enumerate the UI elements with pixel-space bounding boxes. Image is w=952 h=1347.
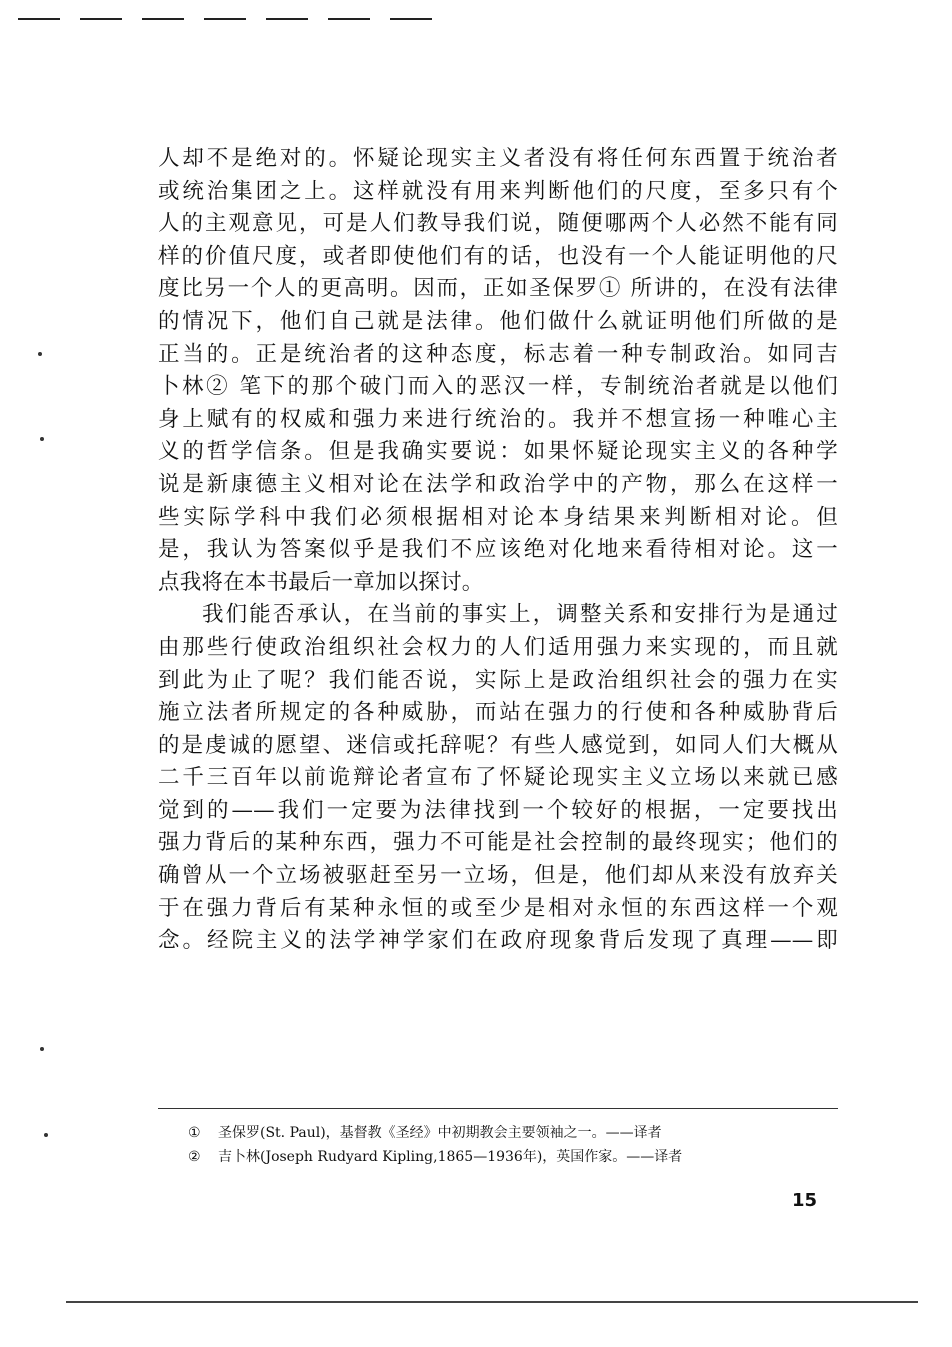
body-line: 确曾从一个立场被驱赶至另一立场，但是，他们却从来没有放弃关 [158, 863, 838, 889]
body-line: 或统治集团之上。这样就没有用来判断他们的尺度，至多只有个 [158, 178, 838, 204]
body-line: 度比另一个人的更高明。因而，正如圣保罗① 所讲的，在没有法律 [158, 276, 838, 302]
footnote-text: 圣保罗(St. Paul)，基督教《圣经》中初期教会主要领袖之一。——译者 [218, 1125, 662, 1141]
footnote [188, 1121, 828, 1145]
footnote-marker: ① [188, 1125, 201, 1141]
body-line: 身上赋有的权威和强力来进行统治的。我并不想宣扬一种唯心主 [158, 406, 838, 432]
body-line: 觉到的——我们一定要为法律找到一个较好的根据，一定要找出 [158, 797, 838, 823]
scan-speck [40, 437, 44, 441]
body-line: 是，我认为答案似乎是我们不应该绝对化地来看待相对论。这一 [158, 537, 838, 563]
header-dash-rule [18, 18, 448, 24]
body-line: 样的价值尺度，或者即使他们有的话，也没有一个人能证明他的尺 [158, 243, 838, 269]
footnote-divider [158, 1108, 838, 1109]
body-line: 义的哲学信条。但是我确实要说：如果怀疑论现实主义的各种学 [158, 439, 838, 465]
footnote-text: 吉卜林(Joseph Rudyard Kipling,1865—1936年)，英国作家。——译者 [218, 1149, 683, 1165]
body-line: 由那些行使政治组织社会权力的人们适用强力来实现的，而且就 [158, 634, 838, 660]
scan-speck [40, 1047, 44, 1051]
body-line: 念。经院主义的法学神学家们在政府现象背后发现了真理——即 [158, 928, 838, 954]
body-line: 卜林② 笔下的那个破门而入的恶汉一样，专制统治者就是以他们 [158, 374, 838, 400]
body-line: 人却不是绝对的。怀疑论现实主义者没有将任何东西置于统治者 [158, 146, 838, 171]
body-text [158, 143, 838, 958]
body-line: 说是新康德主义相对论在法学和政治学中的产物，那么在这样一 [158, 471, 838, 497]
body-line: 正当的。正是统治者的这种态度，标志着一种专制政治。如同吉 [158, 341, 838, 367]
scan-speck [38, 352, 42, 356]
body-line: 于在强力背后有某种永恒的或至少是相对永恒的东西这样一个观 [158, 895, 838, 921]
body-line: 强力背后的某种东西，强力不可能是社会控制的最终现实；他们的 [158, 830, 838, 856]
footnote-marker: ② [188, 1149, 201, 1165]
body-line: 的情况下，他们自己就是法律。他们做什么就证明他们所做的是 [158, 308, 838, 334]
body-line: 点我将在本书最后一章加以探讨。 [158, 569, 484, 595]
body-line: 二千三百年以前诡辩论者宣布了怀疑论现实主义立场以来就已感 [158, 765, 838, 791]
footnotes [188, 1121, 828, 1169]
footnote [188, 1145, 828, 1169]
body-line: 人的主观意见，可是人们教导我们说，随便哪两个人必然不能有同 [158, 211, 838, 237]
body-line: 些实际学科中我们必须根据相对论本身结果来判断相对论。但 [158, 504, 838, 530]
body-line: 到此为止了呢？我们能否说，实际上是政治组织社会的强力在实 [158, 667, 838, 693]
body-line: 的是虔诚的愿望、迷信或托辞呢？有些人感觉到，如同人们大概从 [158, 732, 838, 758]
body-line: 我们能否承认，在当前的事实上，调整关系和安排行为是通过 [202, 602, 838, 628]
scan-speck [44, 1133, 48, 1137]
bottom-rule [66, 1301, 918, 1303]
body-line: 施立法者所规定的各种威胁，而站在强力的行使和各种威胁背后 [158, 700, 838, 726]
page-number: 15 [792, 1190, 818, 1211]
